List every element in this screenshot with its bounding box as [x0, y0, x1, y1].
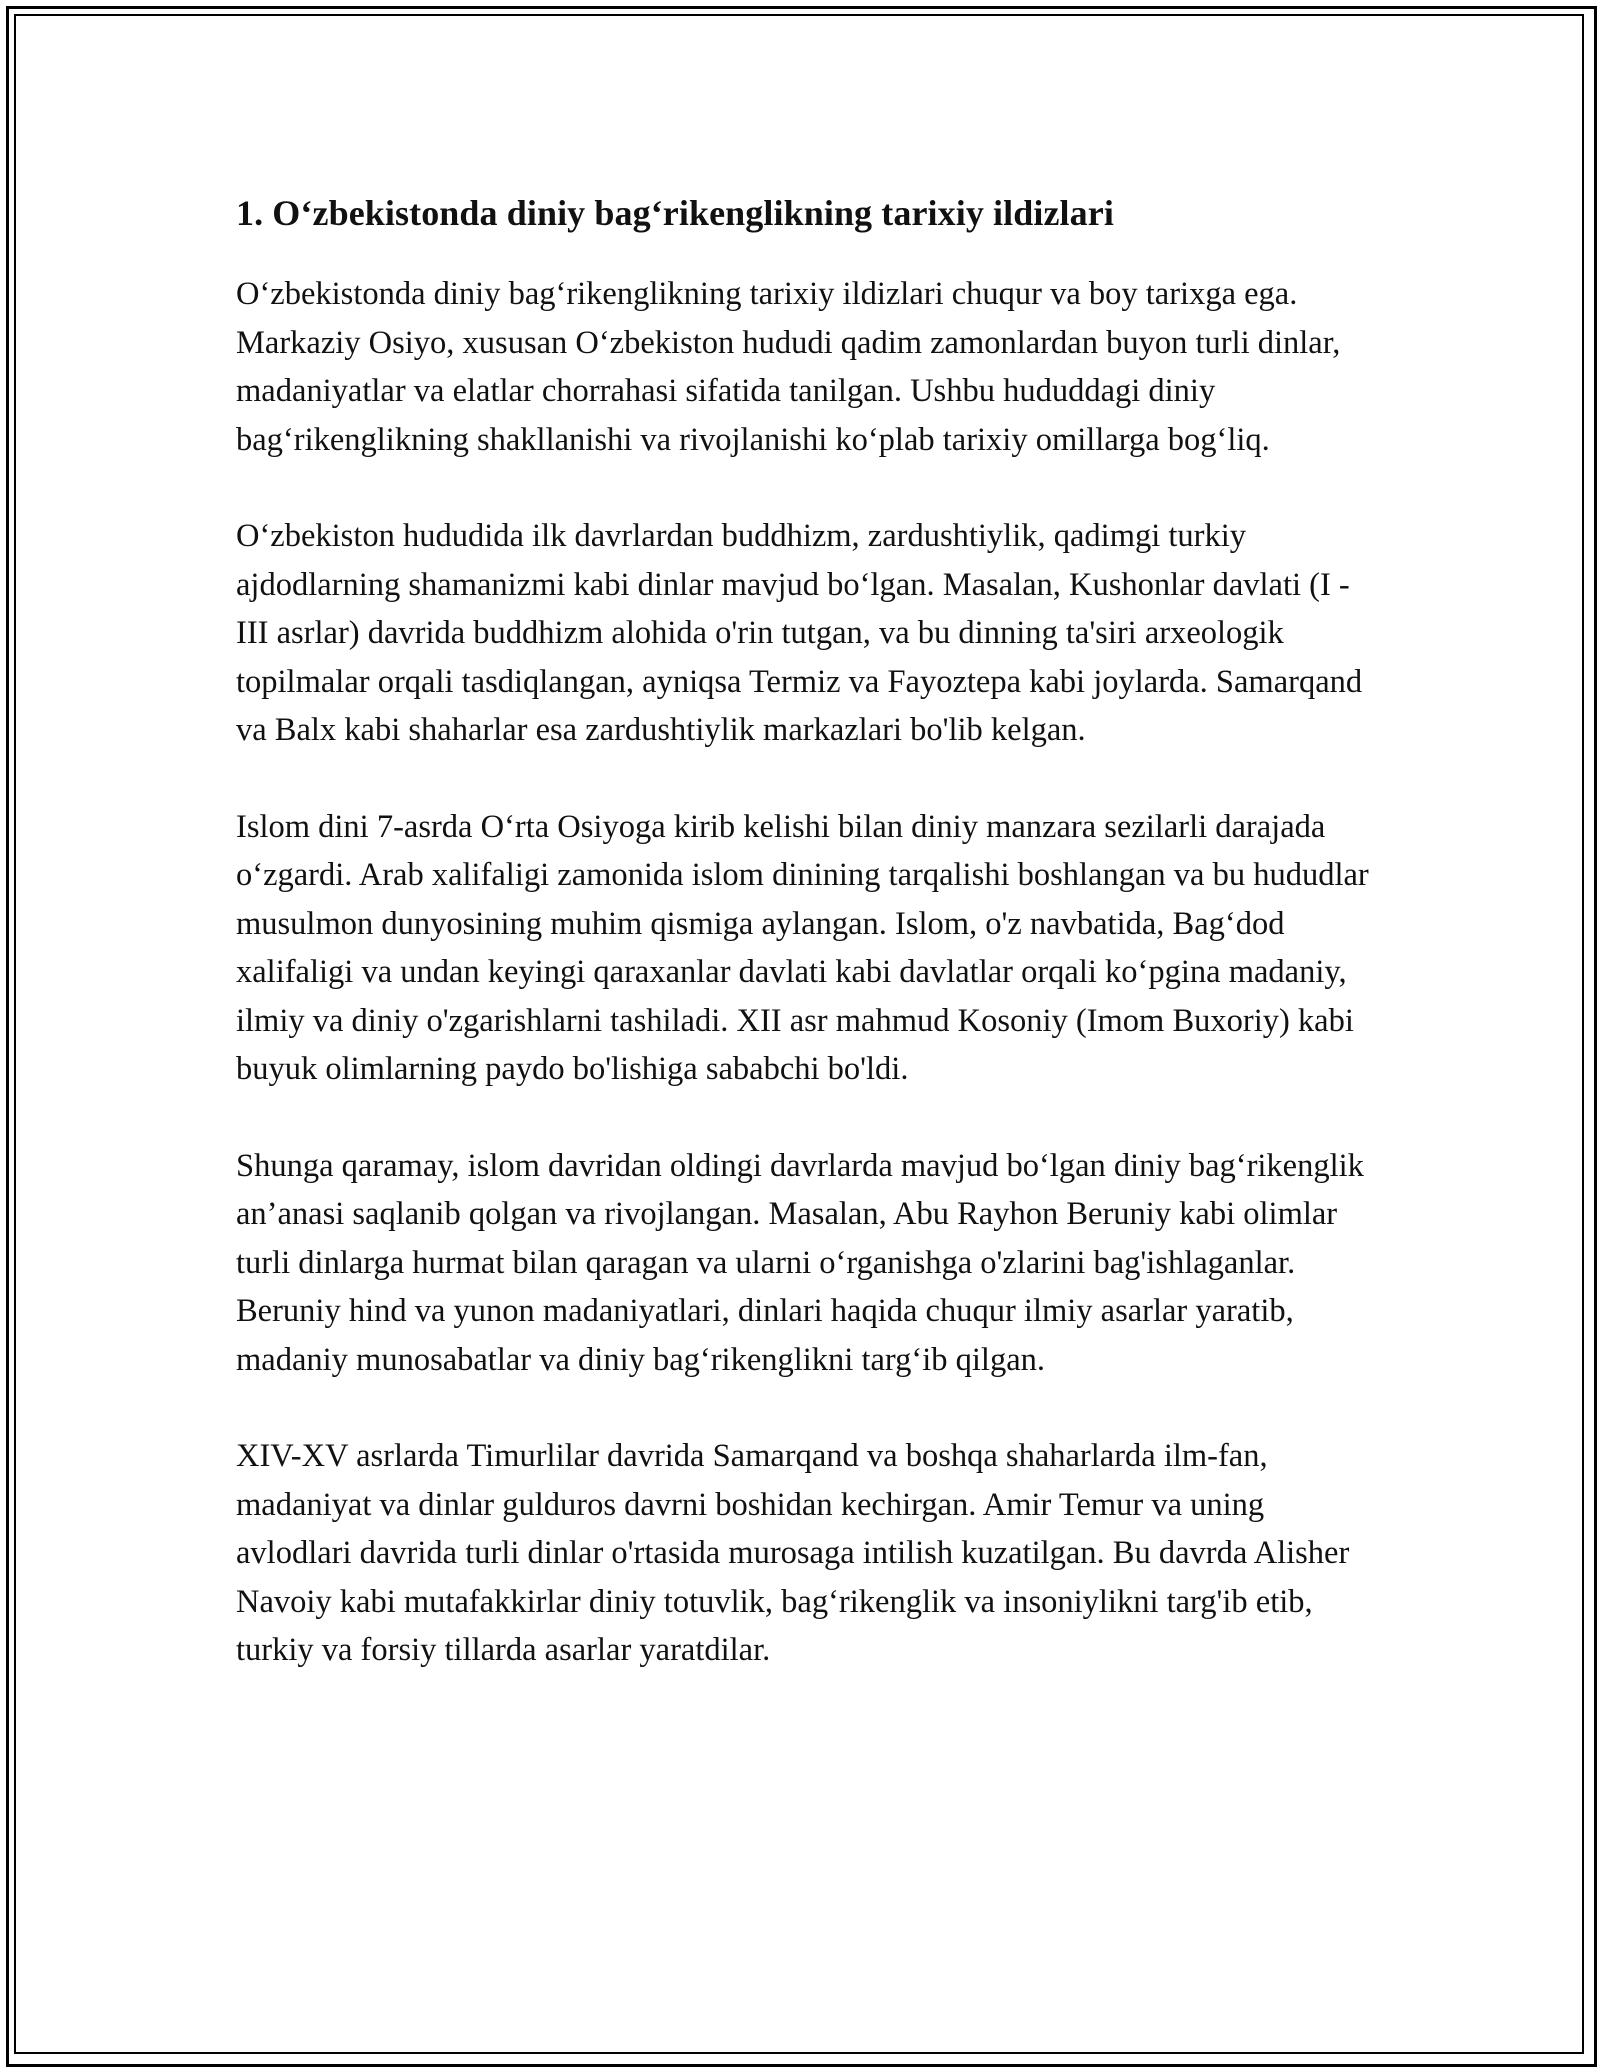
document-body [236, 186, 1376, 1723]
paragraph-3: Islom dini 7-asrda O‘rta Osiyoga kirib kelishi bilan diniy manzara sezilarli darajada o‘zgardi. Arab xalifaligi zamonida islom dinining tarqalishi boshlangan va bu hududlar musulmon dunyosining muhim qismiga aylangan. Islom, o'z navbatida, Bag‘dod xalifaligi va undan keyingi qaraxanlar davlati kabi davlatlar orqali ko‘pgina madaniy, ilmiy va diniy o'zgarishlarni tashiladi. XII asr mahmud Kosoniy (Imom Buxoriy) kabi buyuk olimlarning paydo bo'lishiga sababchi bo'ldi. [236, 808, 1369, 1087]
paragraph-5: XIV-XV asrlarda Timurlilar davrida Samarqand va boshqa shaharlarda ilm-fan, madaniyat va dinlar gulduros davrni boshidan kechirgan. Amir Temur va uning avlodlari davrida turli dinlar o'rtasida murosaga intilish kuzatilgan. Bu davrda Alisher Navoiy kabi mutafakkirlar diniy totuvlik, bag‘rikenglik va insoniylikni targ'ib etib, turkiy va forsiy tillarda asarlar yaratdilar. [236, 1438, 1350, 1668]
paragraph-4: Shunga qaramay, islom davridan oldingi davrlarda mavjud bo‘lgan diniy bag‘rikenglik an’anasi saqlanib qolgan va rivojlangan. Masalan, Abu Rayhon Beruniy kabi olimlar turli dinlarga hurmat bilan qaragan va ularni o‘rganishga o'zlarini bag'ishlaganlar. Beruniy hind va yunon madaniyatlari, dinlari haqida chuqur ilmiy asarlar yaratib, madaniy munosabatlar va diniy bag‘rikenglikni targ‘ib qilgan. [236, 1147, 1364, 1378]
paragraph-1: O‘zbekistonda diniy bag‘rikenglikning tarixiy ildizlari chuqur va boy tarixga ega. Markaziy Osiyo, xususan O‘zbekiston hududi qadim zamonlardan buyon turli dinlar, madaniyatlar va elatlar chorrahasi sifatida tanilgan. Ushbu hududdagi diniy bag‘rikenglikning shakllanishi va rivojlanishi ko‘plab tarixiy omillarga bog‘liq. [236, 276, 1341, 458]
paragraph-2: O‘zbekiston hududida ilk davrlardan buddhizm, zardushtiylik, qadimgi turkiy ajdodlarning shamanizmi kabi dinlar mavjud bo‘lgan. Masalan, Kushonlar davlati (I - III asrlar) davrida buddhizm alohida o'rin tutgan, va bu dinning ta'siri arxeologik topilmalar orqali tasdiqlangan, ayniqsa Termiz va Fayoztepa kabi joylarda. Samarqand va Balx kabi shaharlar esa zardushtiylik markazlari bo'lib kelgan. [236, 518, 1363, 748]
section-heading: 1. O‘zbekistonda diniy bag‘rikenglikning tarixiy ildizlari [236, 193, 1114, 233]
